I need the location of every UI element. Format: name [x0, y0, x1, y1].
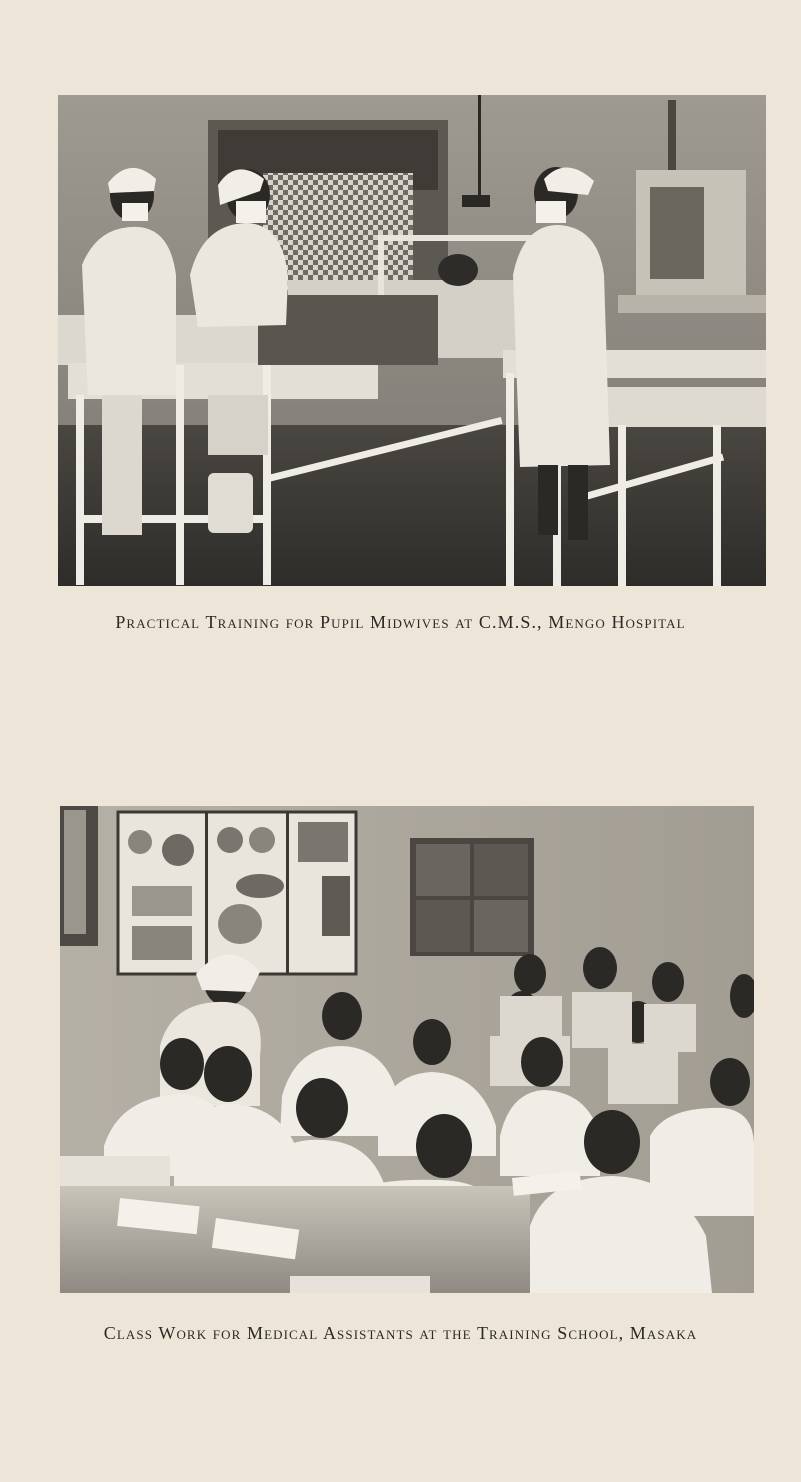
photo-classroom-illustration — [60, 806, 754, 1293]
photo-midwives-training — [58, 95, 766, 586]
photo-medical-assistants-class — [60, 806, 754, 1293]
photo-midwives-illustration — [58, 95, 766, 586]
caption-midwives-training: Practical Training for Pupil Midwives at C.M.S., Mengo Hospital — [115, 612, 686, 632]
caption-medical-assistants-class: Class Work for Medical Assistants at the Training School, Masaka — [103, 1323, 698, 1343]
